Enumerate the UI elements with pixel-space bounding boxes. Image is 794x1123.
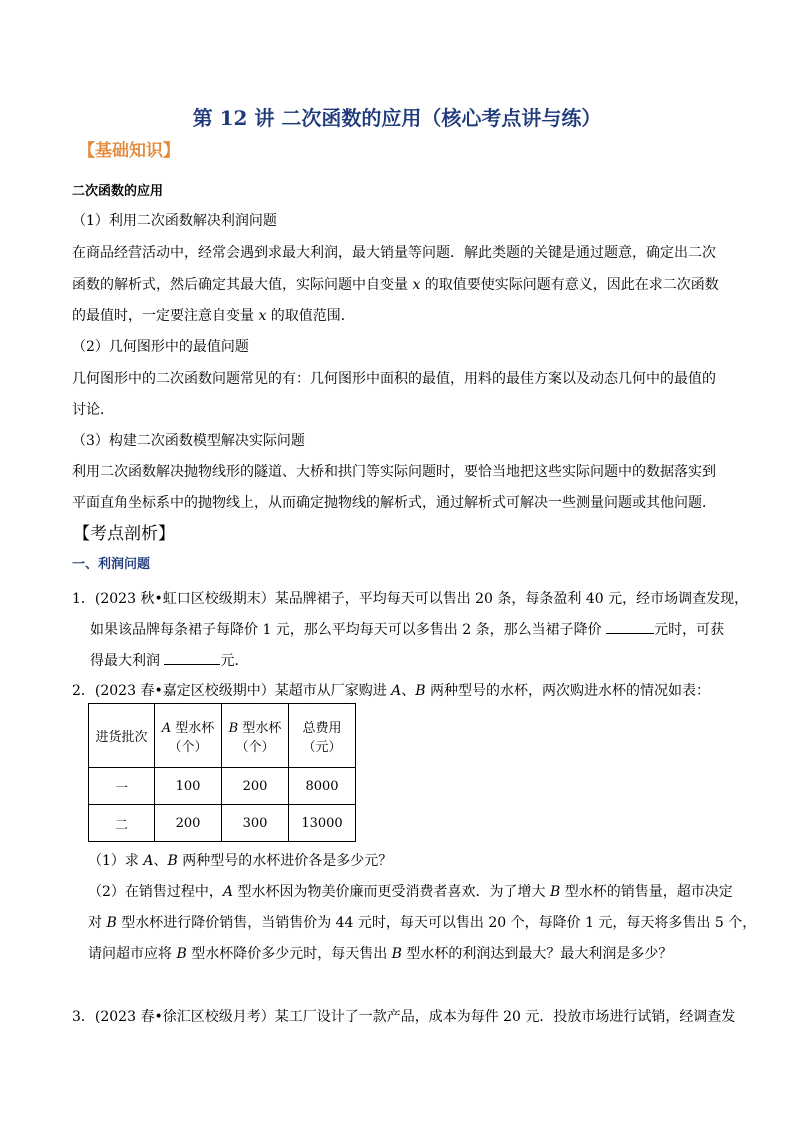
basic-p3-line2: 平面直角坐标系中的抛物线上，从而确定抛物线的解析式，通过解析式可解决一些测量问题或其他问题． [72, 495, 716, 511]
header-total-cost: 总费用 （元） [289, 704, 356, 768]
question-3-line1: 3．(2023 春•徐汇区校级月考）某工厂设计了一款产品，成本为每件 20 元．投放市场进行试销，经调查发 [72, 1009, 736, 1025]
question-2-sub2-line1: （2）在销售过程中，A 型水杯因为物美价廉而更受消费者喜欢．为了增大 B 型水杯的销售量，超市决定 [88, 884, 733, 900]
basic-p3-title: （3）构建二次函数模型解决实际问题 [72, 433, 305, 449]
section-basic-knowledge: 【基础知识】 [78, 141, 180, 161]
cell-batch: 一 [89, 768, 155, 805]
header-batch: 进货批次 [89, 704, 155, 768]
basic-p1-title: （1）利用二次函数解决利润问题 [72, 213, 277, 229]
question-2-line1: 2．(2023 春•嘉定区校级期中）某超市从厂家购进 A、B 两种型号的水杯，两次购进水杯的情况如表： [72, 683, 711, 699]
question-1-line3: 得最大利润 元． [90, 650, 248, 670]
table-header-row [89, 704, 356, 768]
question-1-line2: 如果该品牌每条裙子每降价 1 元，那么平均每天可以多售出 2 条，那么当裙子降价 元时，可获 [90, 619, 724, 639]
cell-batch: 二 [89, 805, 155, 842]
cell-a-count: 100 [155, 768, 222, 805]
table-row [89, 768, 356, 805]
table-row [89, 805, 356, 842]
topic-heading-profit: 一、利润问题 [72, 557, 151, 572]
answer-blank-1[interactable] [606, 619, 654, 634]
answer-blank-2[interactable] [164, 650, 220, 665]
basic-p1-line2: 函数的解析式，然后确定其最大值，实际问题中自变量 x 的取值要使实际问题有意义，因此在求二次函数 [72, 277, 719, 293]
cell-cost: 13000 [289, 805, 356, 842]
purchase-table [88, 703, 356, 842]
page-title: 第 12 讲 二次函数的应用（核心考点讲与练） [192, 106, 602, 130]
question-1-line1: 1．(2023 秋•虹口区校级期末）某品牌裙子，平均每天可以售出 20 条，每条盈利 40 元，经市场调查发现， [72, 591, 749, 607]
question-2-sub1: （1）求 A、B 两种型号的水杯进价各是多少元？ [88, 853, 393, 869]
basic-heading: 二次函数的应用 [72, 184, 164, 199]
cell-a-count: 200 [155, 805, 222, 842]
basic-p2-line1: 几何图形中的二次函数问题常见的有：几何图形中面积的最值，用料的最佳方案以及动态几何中的最值的 [72, 371, 716, 387]
cell-cost: 8000 [289, 768, 356, 805]
header-a-cup: A 型水杯 （个） [155, 704, 222, 768]
question-2-sub2-line3: 请问超市应将 B 型水杯降价多少元时，每天售出 B 型水杯的利润达到最大？最大利润是多少？ [88, 946, 673, 962]
basic-p2-title: （2）几何图形中的最值问题 [72, 339, 249, 355]
cell-b-count: 200 [222, 768, 289, 805]
question-2-sub2-line2: 对 B 型水杯进行降价销售，当销售价为 44 元时，每天可以售出 20 个，每降价 1 元，每天将多售出 5 个， [88, 915, 757, 931]
basic-p3-line1: 利用二次函数解决抛物线形的隧道、大桥和拱门等实际问题时，要恰当地把这些实际问题中的数据落实到 [72, 464, 716, 480]
header-b-cup: B 型水杯 （个） [222, 704, 289, 768]
section-analysis: 【考点剖析】 [73, 524, 175, 544]
basic-p2-line2: 讨论． [72, 402, 114, 418]
basic-p1-line3: 的最值时，一定要注意自变量 x 的取值范围． [72, 308, 355, 324]
basic-p1-line1: 在商品经营活动中，经常会遇到求最大利润，最大销量等问题．解此类题的关键是通过题意，确定出二次 [72, 245, 716, 261]
cell-b-count: 300 [222, 805, 289, 842]
